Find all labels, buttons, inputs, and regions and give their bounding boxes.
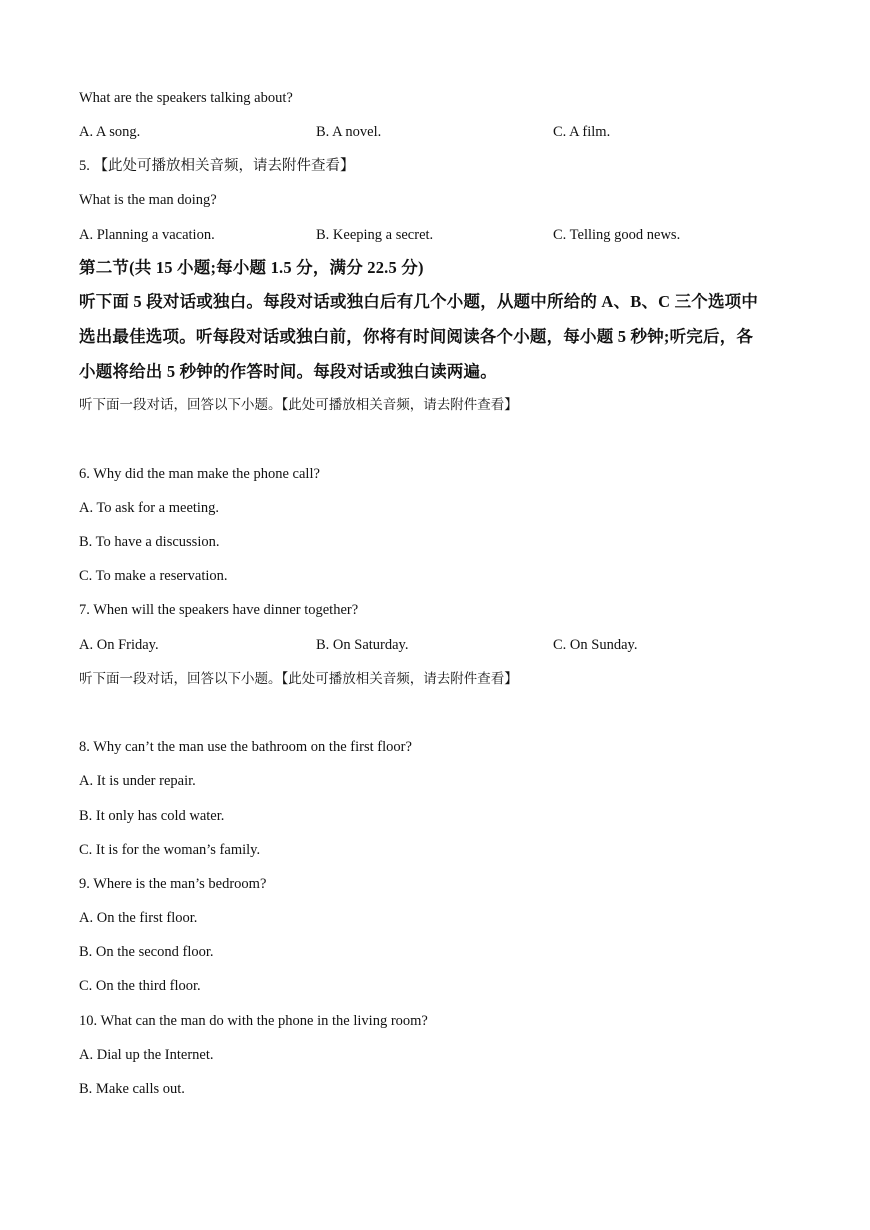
q5-option-c: C. Telling good news.	[553, 227, 681, 243]
q8-option-c: C. It is for the woman’s family.	[79, 842, 261, 858]
q4-option-b: B. A novel.	[316, 124, 382, 140]
q9-stem: 9. Where is the man’s bedroom?	[79, 876, 267, 892]
dialog2-prompt: 听下面一段对话，回答以下小题。【此处可播放相关音频，请去附件查看】	[79, 671, 518, 687]
q5-option-b: B. Keeping a secret.	[316, 227, 434, 243]
q8-option-b: B. It only has cold water.	[79, 808, 225, 824]
q7-stem: 7. When will the speakers have dinner together?	[79, 602, 359, 618]
q6-option-c: C. To make a reservation.	[79, 568, 228, 584]
q5-stem: What is the man doing?	[79, 192, 217, 208]
q4-stem: What are the speakers talking about?	[79, 90, 293, 106]
q6-stem: 6. Why did the man make the phone call?	[79, 466, 320, 482]
q8-option-a: A. It is under repair.	[79, 773, 196, 789]
section2-instruction-line2: 选出最佳选项。听每段对话或独白前，你将有时间阅读各个小题，每小题 5 秒钟;听完后，各	[79, 327, 754, 346]
q6-option-b: B. To have a discussion.	[79, 534, 220, 550]
q9-option-b: B. On the second floor.	[79, 944, 214, 960]
q9-option-a: A. On the first floor.	[79, 910, 198, 926]
q10-stem: 10. What can the man do with the phone in the living room?	[79, 1013, 428, 1029]
q5-audio-note: 5. 【此处可播放相关音频，请去附件查看】	[79, 158, 355, 174]
q10-option-b: B. Make calls out.	[79, 1081, 185, 1097]
q10-option-a: A. Dial up the Internet.	[79, 1047, 214, 1063]
dialog1-prompt: 听下面一段对话，回答以下小题。【此处可播放相关音频，请去附件查看】	[79, 397, 518, 413]
q6-option-a: A. To ask for a meeting.	[79, 500, 220, 516]
q8-stem: 8. Why can’t the man use the bathroom on the first floor?	[79, 739, 412, 755]
q7-option-a: A. On Friday.	[79, 637, 159, 653]
section2-heading: 第二节(共 15 小题;每小题 1.5 分，满分 22.5 分)	[79, 258, 424, 277]
q4-option-c: C. A film.	[553, 124, 611, 140]
section2-instruction-line1: 听下面 5 段对话或独白。每段对话或独白后有几个小题，从题中所给的 A、B、C 三个选项中	[79, 292, 759, 311]
q7-option-c: C. On Sunday.	[553, 637, 638, 653]
q4-option-a: A. A song.	[79, 124, 141, 140]
q9-option-c: C. On the third floor.	[79, 978, 201, 994]
q7-option-b: B. On Saturday.	[316, 637, 409, 653]
section2-instruction-line3: 小题将给出 5 秒钟的作答时间。每段对话或独白读两遍。	[79, 362, 497, 381]
q5-option-a: A. Planning a vacation.	[79, 227, 215, 243]
